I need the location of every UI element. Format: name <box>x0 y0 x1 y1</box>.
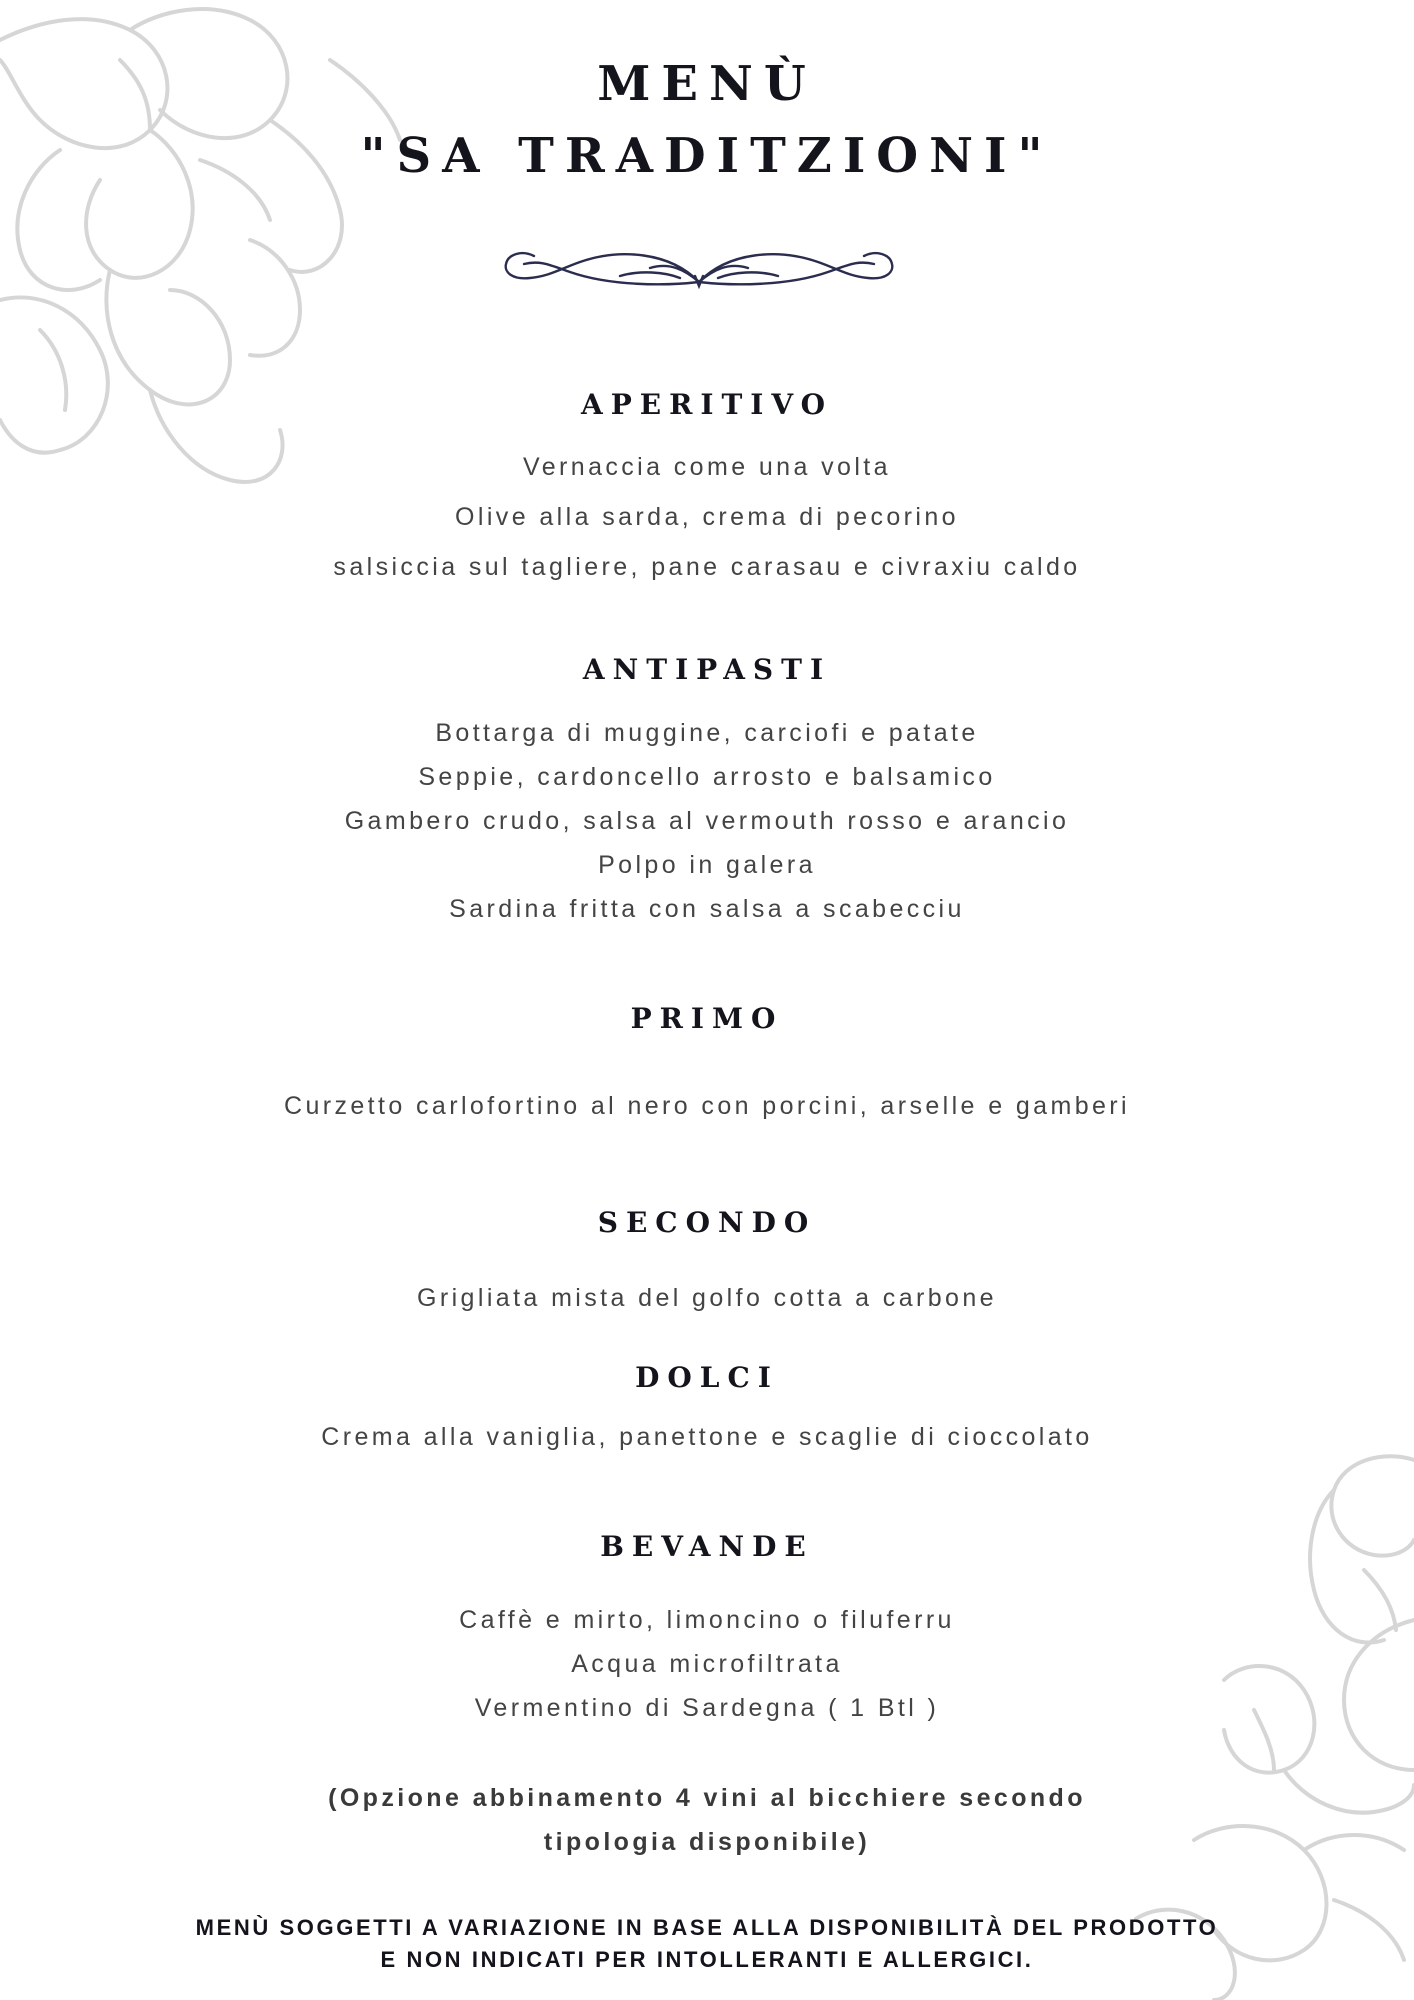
wine-pairing-note-line1: (Opzione abbinamento 4 vini al bicchiere secondo <box>328 1784 1086 1812</box>
disclaimer <box>0 1912 1414 1976</box>
list-item: Grigliata mista del golfo cotta a carbone <box>417 1284 997 1312</box>
antipasti-list <box>0 711 1414 931</box>
section-heading-primo: PRIMO <box>630 1002 784 1035</box>
section-antipasti <box>0 653 1414 931</box>
menu-title-line1: MENÙ <box>597 56 817 112</box>
section-aperitivo <box>0 388 1414 592</box>
list-item: Olive alla sarda, crema di pecorino <box>455 503 959 531</box>
list-item: Acqua microfiltrata <box>571 1650 843 1678</box>
primo-list <box>0 1084 1414 1128</box>
list-item: Crema alla vaniglia, panettone e scaglie di cioccolato <box>321 1423 1093 1451</box>
section-heading-secondo: SECONDO <box>597 1206 817 1239</box>
wine-pairing-note <box>0 1776 1414 1864</box>
dolci-list <box>0 1415 1414 1459</box>
aperitivo-list <box>0 442 1414 592</box>
section-primo <box>0 1002 1414 1128</box>
section-heading-dolci: DOLCI <box>635 1361 779 1394</box>
list-item: Caffè e mirto, limoncino o filuferru <box>459 1606 955 1634</box>
disclaimer-line2: E NON INDICATI PER INTOLLERANTI E ALLERGICI. <box>380 1947 1034 1972</box>
menu-title <box>0 48 1414 192</box>
list-item: Polpo in galera <box>598 851 816 879</box>
section-heading-antipasti: ANTIPASTI <box>582 653 832 686</box>
list-item: salsiccia sul tagliere, pane carasau e civraxiu caldo <box>333 553 1081 581</box>
list-item: Bottarga di muggine, carciofi e patate <box>435 719 979 747</box>
wine-pairing-note-line2: tipologia disponibile) <box>543 1828 871 1856</box>
list-item: Seppie, cardoncello arrosto e balsamico <box>418 763 996 791</box>
list-item: Gambero crudo, salsa al vermouth rosso e arancio <box>344 807 1070 835</box>
secondo-list <box>0 1276 1414 1320</box>
menu-title-line2: "SA TRADITZIONI" <box>360 128 1054 184</box>
section-dolci <box>0 1361 1414 1459</box>
ornamental-flourish-icon <box>500 242 898 296</box>
section-bevande <box>0 1530 1414 1730</box>
list-item: Vernaccia come una volta <box>523 453 891 481</box>
list-item: Curzetto carlofortino al nero con porcini, arselle e gamberi <box>284 1092 1130 1120</box>
bevande-list <box>0 1598 1414 1730</box>
disclaimer-line1: MENÙ SOGGETTI A VARIAZIONE IN BASE ALLA DISPONIBILITÀ DEL PRODOTTO <box>195 1915 1219 1940</box>
list-item: Sardina fritta con salsa a scabecciu <box>449 895 965 923</box>
list-item: Vermentino di Sardegna ( 1 Btl ) <box>474 1694 940 1722</box>
section-secondo <box>0 1206 1414 1320</box>
section-heading-bevande: BEVANDE <box>600 1530 814 1563</box>
section-heading-aperitivo: APERITIVO <box>580 388 834 421</box>
